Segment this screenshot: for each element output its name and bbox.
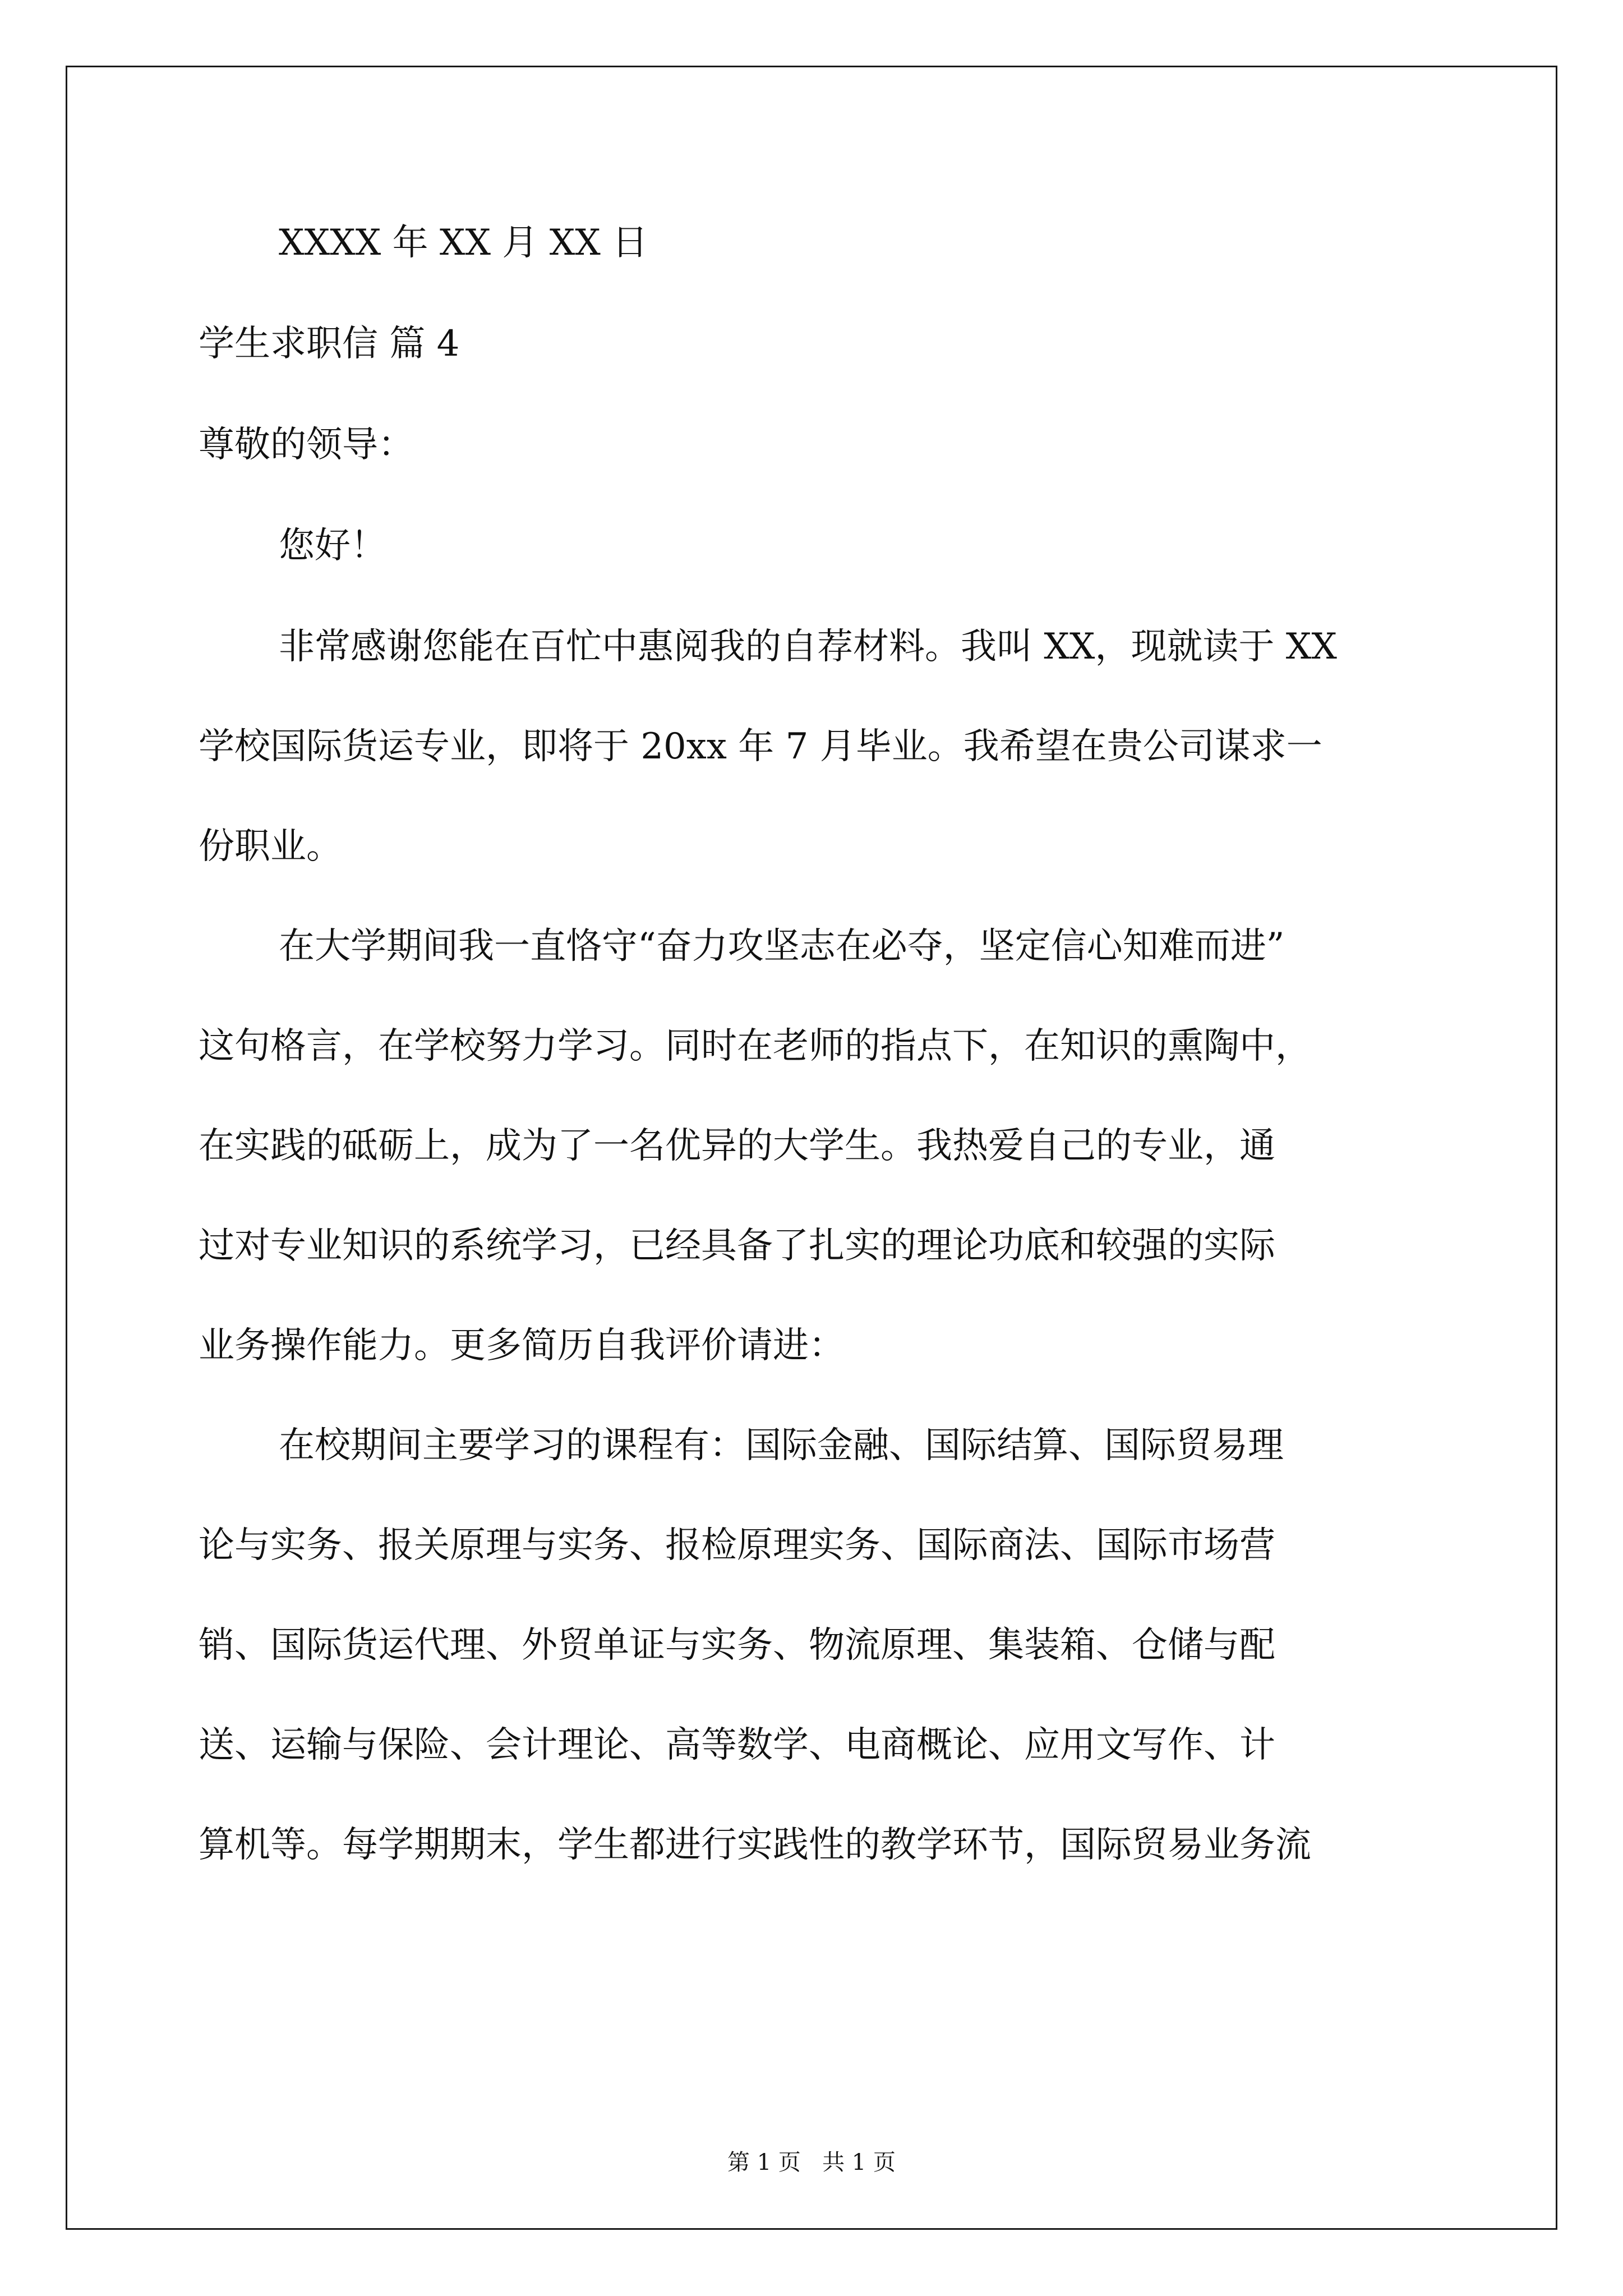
date-line: XXXX 年 XX 月 XX 日 xyxy=(279,222,648,264)
paragraph-line: 业务操作能力。更多简历自我评价请进： xyxy=(199,1325,845,1366)
paragraph-line: 份职业。 xyxy=(199,826,342,867)
paragraph-line: 在大学期间我一直恪守“奋力攻坚志在必夺，坚定信心知难而进” xyxy=(279,926,1285,967)
paragraph-line: 算机等。每学期期末，学生都进行实践性的教学环节，国际贸易业务流 xyxy=(199,1824,1311,1866)
paragraph-line: 送、运输与保险、会计理论、高等数学、电商概论、应用文写作、计 xyxy=(199,1724,1275,1766)
paragraph-line: 销、国际货运代理、外贸单证与实务、物流原理、集装箱、仓储与配 xyxy=(199,1625,1275,1666)
paragraph-line: 这句格言，在学校努力学习。同时在老师的指点下，在知识的熏陶中， xyxy=(199,1025,1311,1067)
section-title: 学生求职信 篇 4 xyxy=(199,323,460,365)
paragraph-line: 学校国际货运专业，即将于 20xx 年 7 月毕业。我希望在贵公司谋求一 xyxy=(199,726,1322,767)
paragraph-line: 非常感谢您能在百忙中惠阅我的自荐材料。我叫 XX，现就读于 XX xyxy=(279,626,1337,668)
paragraph-line: 在实践的砥砺上，成为了一名优异的大学生。我热爱自己的专业，通 xyxy=(199,1125,1275,1167)
greeting: 您好！ xyxy=(279,525,386,567)
page-footer: 第 1 页 共 1 页 xyxy=(727,2150,896,2175)
paragraph-line: 过对专业知识的系统学习，已经具备了扎实的理论功底和较强的实际 xyxy=(199,1225,1275,1267)
salutation: 尊敬的领导： xyxy=(199,424,414,466)
paragraph-line: 在校期间主要学习的课程有：国际金融、国际结算、国际贸易理 xyxy=(279,1425,1284,1466)
paragraph-line: 论与实务、报关原理与实务、报检原理实务、国际商法、国际市场营 xyxy=(199,1525,1275,1566)
